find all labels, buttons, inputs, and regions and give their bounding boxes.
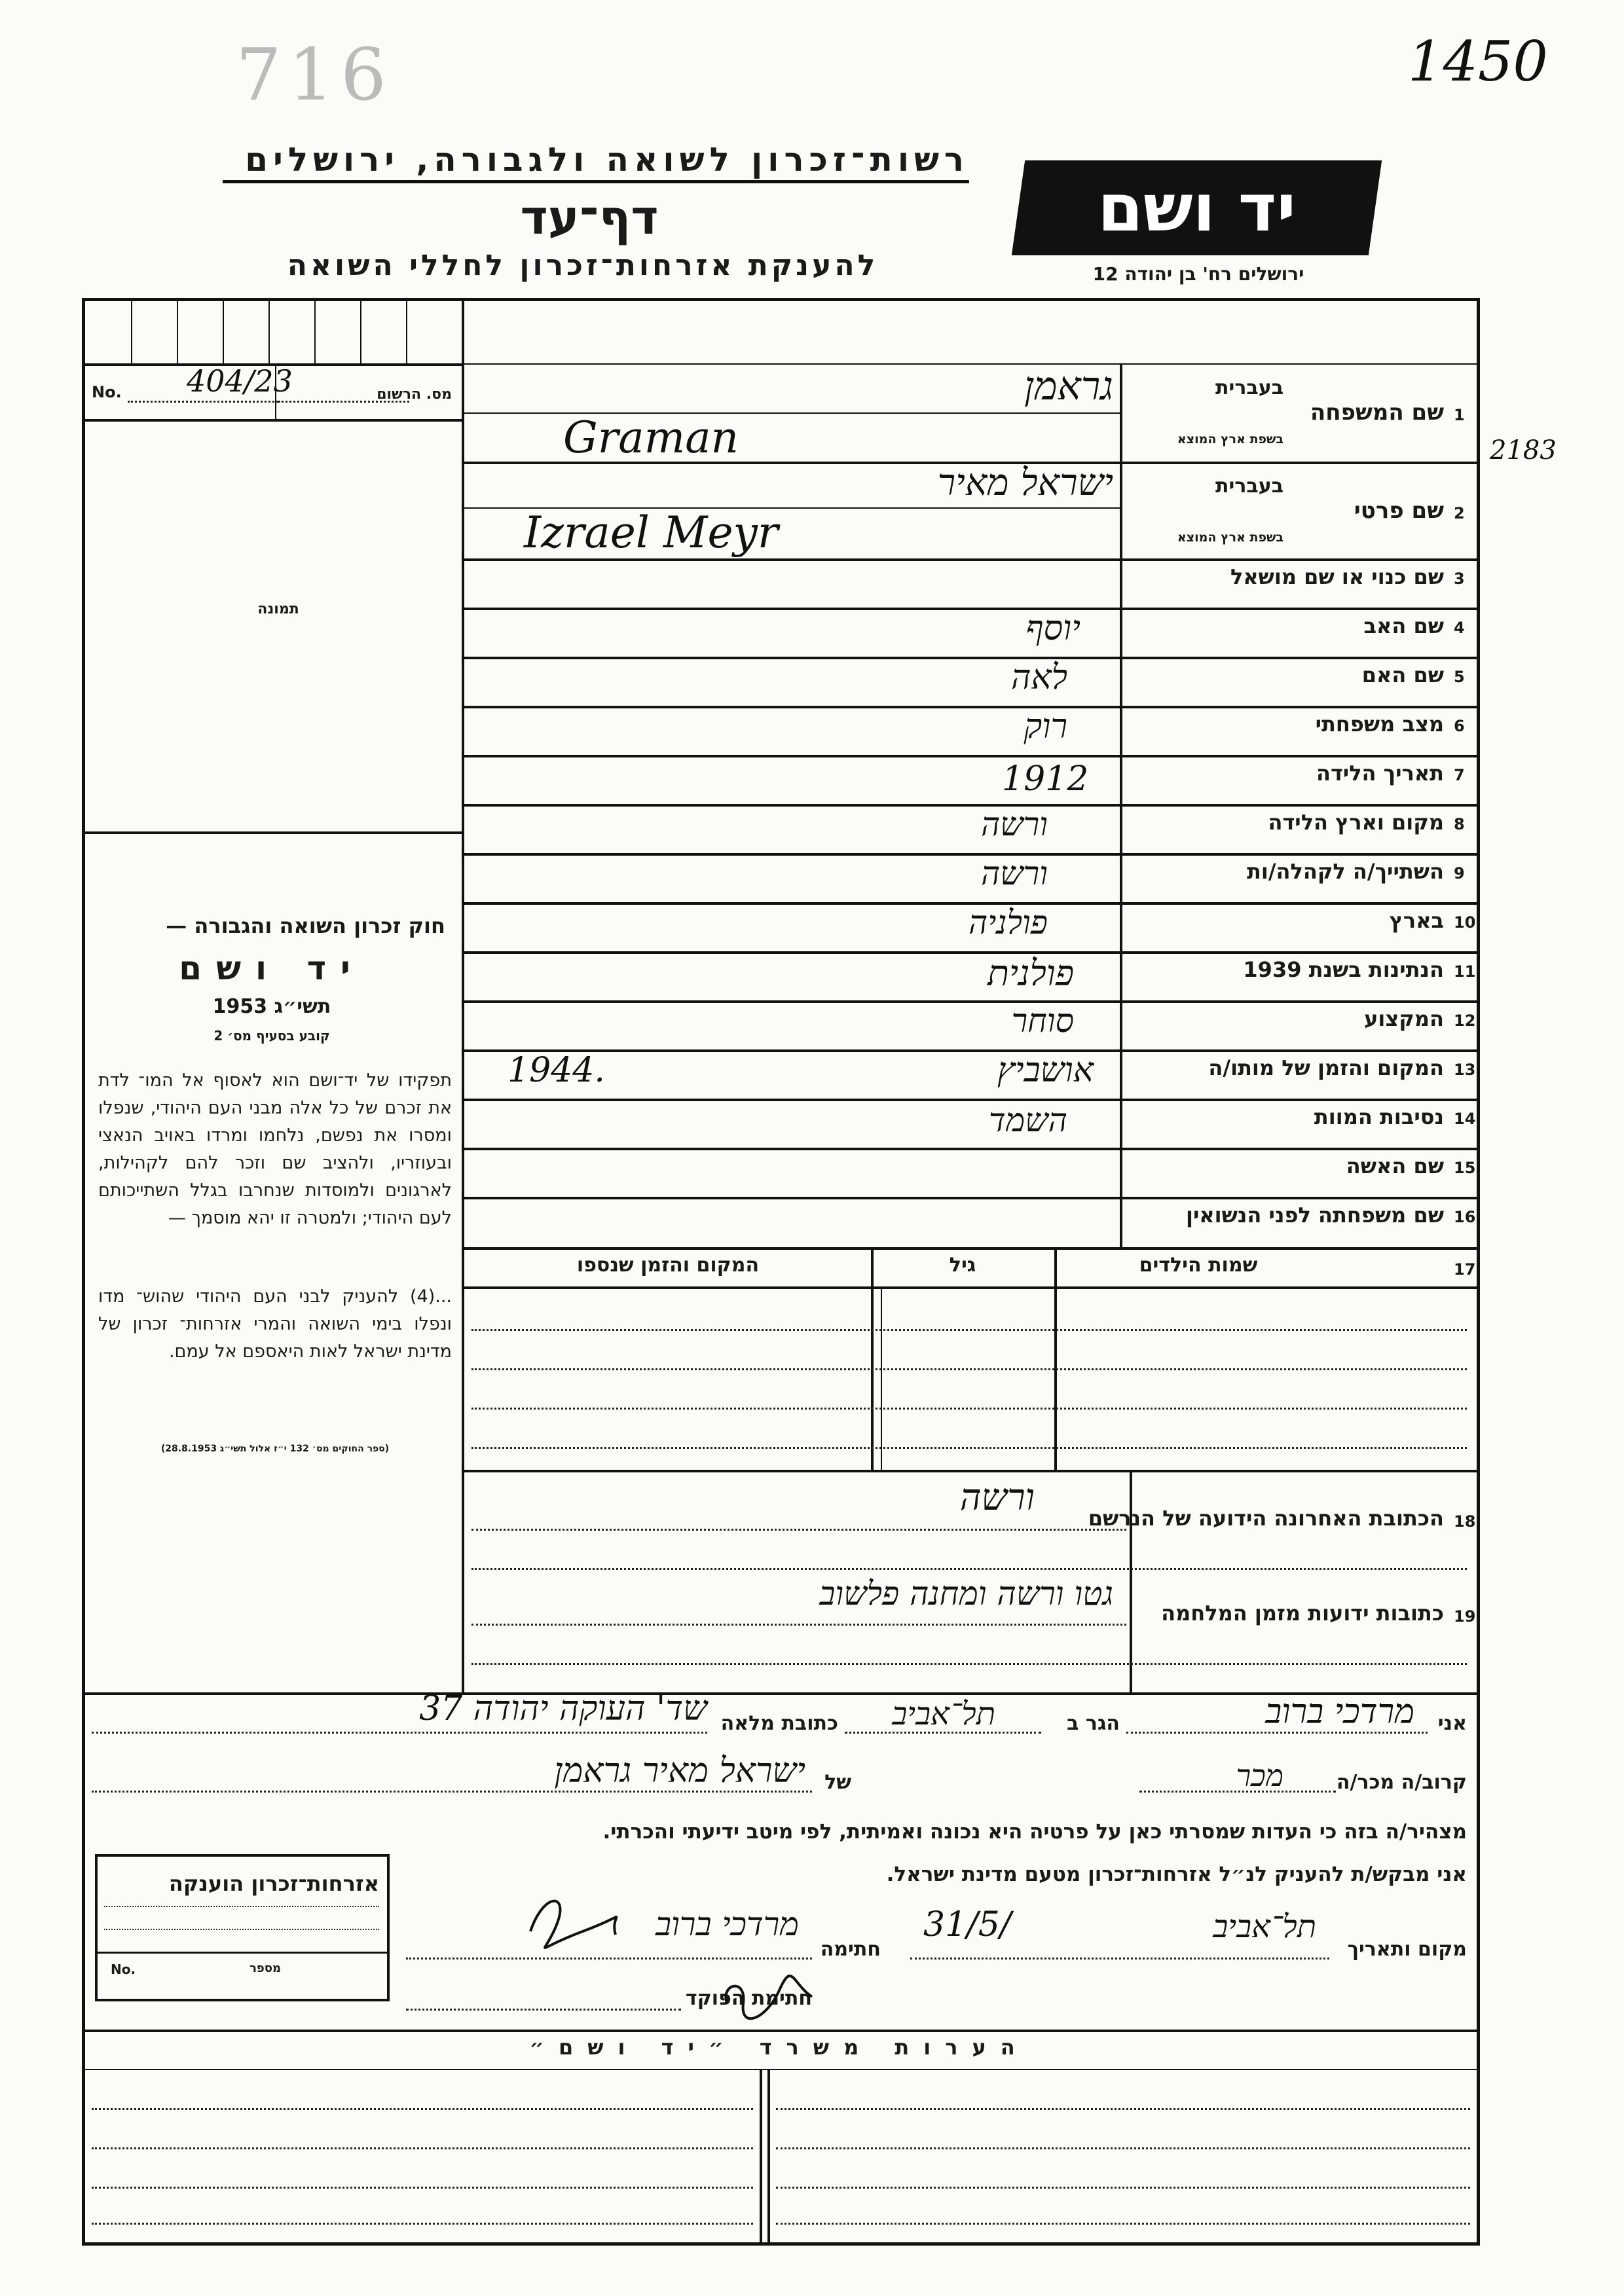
field-6-value: רוק	[1024, 707, 1067, 746]
field-8-value: ורשה	[980, 805, 1048, 843]
field-1-sub-hebrew: בעברית	[1215, 376, 1283, 399]
decl-full-address-label: כתובת מלאה	[720, 1712, 838, 1735]
field-1-sub-origin: בשפת ארץ המוצא	[1177, 432, 1283, 446]
yad-vashem-logo	[1012, 160, 1382, 255]
signature-scribble	[517, 1886, 622, 1958]
decl-place: תל־אביב	[1213, 1908, 1316, 1945]
field-11-label: הנתינות בשנת 1939	[1243, 957, 1444, 982]
citizenship-box	[95, 1854, 390, 2001]
field-6-label: מצב משפחתי	[1315, 712, 1444, 737]
form-title: דף־עד	[520, 190, 659, 245]
field-18-number: 18	[1454, 1512, 1476, 1531]
authority-line: רשות־זכרון לשואה ולגבורה, ירושלים	[223, 141, 969, 183]
decl-gar-b: הגר ב	[1067, 1712, 1120, 1735]
field-18-label: הכתובת האחרונה הידועה של הנרשם	[1088, 1506, 1444, 1531]
field-6-number: 6	[1454, 717, 1465, 735]
decl-ani: אני	[1437, 1712, 1467, 1735]
citizenship-title: אזרחות־זכרון הוענקה	[168, 1871, 379, 1896]
field-1-value-hebrew: גראמן	[1024, 363, 1113, 409]
field-9-label: השתייך/ה לקהלה/ות	[1246, 859, 1444, 884]
form-subtitle: להענקת אזרחות־זכרון לחללי השואה	[287, 249, 879, 282]
decl-signature-label: חתימה	[820, 1938, 881, 1961]
field-13-number: 13	[1454, 1061, 1476, 1079]
field-10-value: פולניה	[968, 903, 1048, 941]
field-5-label: שם האם	[1361, 663, 1444, 687]
field-15-label: שם האשה	[1346, 1154, 1444, 1178]
children-col-place: המקום והזמן שנספו	[576, 1254, 760, 1277]
law-year: תשי״ג 1953	[212, 995, 331, 1018]
decl-relation: מכר	[1236, 1758, 1283, 1793]
law-title: חוק זכרון השואה והגבורה —	[166, 913, 445, 938]
field-13-value: אושביץ	[997, 1051, 1094, 1090]
citizenship-num-label: מספר	[249, 1961, 281, 1975]
law-text-1: תפקידו של יד־ושם הוא לאסוף אל המו־ לדת את זכרם של כל אלה מבני העם היהודי, שנפלו ומסרו את נפשם, נלחמו ומרדו באויב הנאצי ובעוזריו, ולהציב שם וזכר להם לקהילות, לארגונים ולמוסדות שנחרבו בגלל השתייכותם לעם היהודי; ולמטרה זו יהא מוסמך —	[98, 1070, 452, 1228]
field-2-sub-hebrew: בעברית	[1215, 475, 1283, 498]
field-19-value: גטו ורשה ומחנה פלשוב	[819, 1575, 1113, 1613]
field-16-label: שם משפחתה לפני הנשואין	[1185, 1203, 1444, 1228]
decl-of-name: ישראל מאיר גראמן	[554, 1751, 805, 1791]
children-number: 17	[1454, 1260, 1476, 1279]
field-2-number: 2	[1454, 504, 1465, 522]
reg-label: מס. הרשום	[377, 386, 452, 403]
photo-label: תמונה	[257, 601, 299, 617]
faint-stamp-number: 716	[236, 33, 393, 117]
field-19-label: כתובות ידועות מזמן המלחמה	[1161, 1601, 1444, 1626]
reg-no-label: No.	[92, 383, 122, 401]
law-clause: קובע בסעיף מס׳ 2	[213, 1028, 330, 1044]
field-12-label: המקצוע	[1364, 1006, 1444, 1031]
field-4-label: שם האב	[1363, 613, 1444, 638]
field-7-label: תאריך הלידה	[1316, 761, 1444, 786]
field-5-value: לאה	[1011, 658, 1067, 697]
field-4-value: יוסף	[1025, 609, 1080, 648]
decl-place-date-label: מקום ותאריך	[1347, 1938, 1467, 1961]
field-2-value-origin: Izrael Meyr	[524, 507, 779, 558]
field-14-number: 14	[1454, 1110, 1476, 1128]
archive-number: 1450	[1408, 29, 1548, 94]
address-line: ירושלים רח' בן יהודה 12	[1092, 263, 1304, 285]
field-9-value: ורשה	[980, 854, 1048, 892]
office-notes-title: הערות משרד ״יד ושם״	[529, 2035, 1029, 2060]
field-12-number: 12	[1454, 1011, 1476, 1030]
field-4-number: 4	[1454, 619, 1465, 637]
law-text-2: ...(4) להעניק לבני העם היהודי שהוש־ מדו ונפלו בימי השואה והמרי אזרחות־ זכרון של מדינת ישראל לאות היאספם אל עמם.	[98, 1286, 452, 1362]
field-8-number: 8	[1454, 815, 1465, 833]
field-13-value-year: 1944.	[507, 1051, 605, 1090]
citizenship-no-label: No.	[111, 1961, 136, 1977]
officer-signature-scribble	[707, 1958, 825, 2030]
margin-number: 2183	[1490, 435, 1557, 465]
field-11-number: 11	[1454, 962, 1476, 981]
field-19-number: 19	[1454, 1607, 1476, 1626]
decl-relative-label: קרוב/ה מכר/ה	[1336, 1771, 1467, 1794]
decl-statement-1: מצהיר/ה בזה כי העדות שמסרתי כאן על פרטיה היא נכונה ואמיתית, לפי מיטב ידיעתי והכרתי.	[602, 1820, 1467, 1844]
field-14-label: נסיבות המוות	[1314, 1104, 1444, 1129]
field-10-label: בארץ	[1389, 908, 1444, 933]
field-13-label: המקום והזמן של מותו/ה	[1208, 1055, 1444, 1080]
field-15-number: 15	[1454, 1159, 1476, 1177]
field-2-value-hebrew: ישראל מאיר	[937, 462, 1113, 504]
field-2-label: שם פרטי	[1354, 498, 1444, 524]
law-source: (ספר החוקים מס׳ 132 י״ז אלול תשי״ג 28.8.1953)	[160, 1444, 390, 1454]
reg-number-value: 404/23	[187, 363, 293, 399]
field-1-number: 1	[1454, 406, 1465, 424]
field-7-number: 7	[1454, 766, 1465, 784]
field-12-value: סוחר	[1011, 1002, 1074, 1040]
field-5-number: 5	[1454, 668, 1465, 686]
children-col-names: שמות הילדים	[1139, 1254, 1258, 1277]
field-7-value: 1912	[1002, 759, 1089, 799]
field-3-number: 3	[1454, 570, 1465, 588]
field-3-label: שם כנוי או שם מושאל	[1230, 564, 1444, 589]
decl-of-label: של	[824, 1771, 851, 1794]
children-col-age: גיל	[949, 1254, 976, 1277]
field-16-number: 16	[1454, 1208, 1476, 1226]
decl-city: תל־אביב	[892, 1696, 995, 1732]
decl-statement-2: אני מבקש/ת להעניק לנ״ל אזרחות־זכרון מטעם מדינת ישראל.	[886, 1863, 1467, 1886]
field-10-number: 10	[1454, 913, 1476, 932]
decl-name: מרדכי ברוב	[1265, 1692, 1414, 1732]
logo-text: יד ושם	[1098, 170, 1296, 246]
field-8-label: מקום וארץ הלידה	[1268, 810, 1444, 835]
decl-date: 31/5/	[923, 1905, 1012, 1944]
decl-signature: מרדכי ברוב	[655, 1905, 799, 1943]
field-1-value-origin: Graman	[563, 412, 739, 463]
field-11-value: פולנית	[987, 953, 1074, 994]
field-9-number: 9	[1454, 864, 1465, 883]
law-name: יד ושם	[179, 949, 365, 987]
field-1-label: שם המשפחה	[1310, 399, 1444, 426]
field-14-value: השמד	[988, 1101, 1067, 1139]
decl-officer-label: חתימת הפוקד	[686, 1987, 812, 2010]
field-2-sub-origin: בשפת ארץ המוצא	[1177, 530, 1283, 545]
field-18-value: ורשה	[959, 1476, 1035, 1519]
decl-full-address: שד' העוקה יהודה 37	[419, 1689, 707, 1728]
